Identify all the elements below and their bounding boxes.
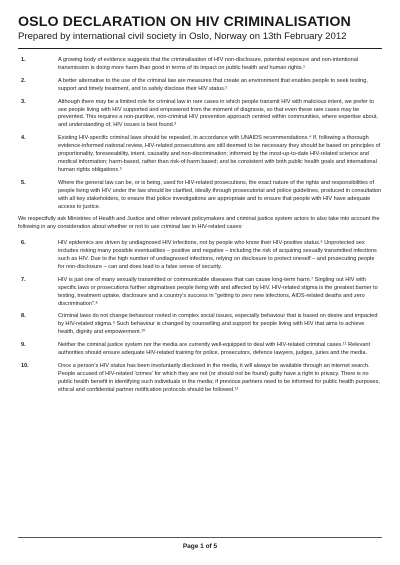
item-number: 10. [21, 363, 29, 369]
item-number: 3. [21, 98, 26, 105]
item-number: 4. [21, 135, 26, 142]
item-text: HIV epidemics are driven by undiagnosed HIV infections, not by people who know their HIV-positive status.⁶ Unprotected sex includes risking many possible eventualities – positive and negative – including the risk of acquiring sexually transmitted infections such as HIV. Due to the high number of undiagnosed infections, relying on disclosure to protect oneself – and prosecuting people for non-disclosure – can and does lead to a false sense of security. [58, 240, 377, 270]
footer-divider [18, 537, 382, 538]
item-text: A growing body of evidence suggests that the criminalisation of HIV non-disclosure, potential exposure and non-intentional transmission is doing more harm than good in terms of its impact on public health and human rights.¹ [58, 57, 359, 71]
item-text: A better alternative to the use of the criminal law are measures that create an environment that enables people to seek testing, support and timely treatment, and to safely disclose their HIV status.² [58, 77, 368, 92]
title-divider [18, 48, 382, 49]
numbered-list-a [18, 57, 382, 211]
list-item [18, 363, 382, 395]
item-number: 8. [21, 313, 26, 320]
list-item [18, 277, 382, 309]
item-number: 2. [21, 77, 26, 84]
item-text: Where the general law can be, or is being, used for HIV-related prosecutions, the exact nature of the rights and responsibilities of people living with HIV under the law should be clarified, ideally through prosecutorial and police guidelines, produced in consultation with all key stakeholders, to ensure that police investigations are appropriate and to ensure that people with HIV have adequate access to justice. [58, 179, 382, 210]
item-number: 6. [21, 240, 26, 247]
list-item [18, 57, 382, 73]
document-subtitle: Prepared by international civil society in Oslo, Norway on 13th February 2012 [18, 31, 347, 42]
page-number: Page 1 of 5 [182, 543, 218, 550]
item-number: 1. [21, 57, 26, 63]
document-body [18, 57, 382, 400]
item-text: Neither the criminal justice system nor the media are currently well-equipped to deal with HIV-related criminal cases.¹¹ Relevant authorities should ensure adequate HIV-related training for police, prosecutors, defence lawyers, judges, juries and the media. [58, 342, 370, 357]
numbered-list-b [18, 240, 382, 394]
list-item [18, 135, 382, 175]
item-text: Criminal laws do not change behaviour rooted in complex social issues, especially behaviour that is based on desire and impacted by HIV-related stigma.⁹ Such behaviour is changed by counselling and support for people living with HIV that aims to achieve health, dignity and empowerment.¹⁰ [58, 313, 378, 336]
document-title: OSLO DECLARATION ON HIV CRIMINALISATION [18, 14, 351, 30]
item-number: 9. [21, 342, 26, 349]
list-item [18, 313, 382, 337]
list-item [18, 342, 382, 358]
list-item [18, 99, 382, 131]
list-item [18, 240, 382, 272]
item-text: Once a person's HIV status has been involuntarily disclosed in the media, it will always be available through an internet search. People accused of HIV-related 'crimes' for which they are not (or should not be found) guilty have a right to privacy. There is no public health benefit in identifying such individuals in the media; if previous partners need to be informed for public health purposes, ethical and confidential partner notification protocols should be followed.¹² [58, 363, 380, 393]
item-number: 5. [21, 179, 26, 186]
item-number: 7. [21, 276, 26, 283]
item-text: Although there may be a limited role for criminal law in rare cases in which people transmit HIV with malicious intent, we prefer to see people living with HIV supported and empowered from the moment of diagnosis, so that even these rare cases may be prevented. This requires a non-punitive, non-criminal HIV prevention approach centred within communities, where expertise about, and understanding of, HIV issues is best found.³ [58, 98, 378, 129]
item-text: Existing HIV-specific criminal laws should be repealed, in accordance with UNAIDS recommendations.⁴ If, following a thorough evidence-informed national review, HIV-related prosecutions are still deemed to be necessary they should be based on principles of proportionality, foreseeability, intent, causality and non-discrimination; informed by the most-up-to-date HIV-related science and medical information; harm-based, rather than risk-of-harm based; and be consistent with both public health goals and international human rights obligations.⁵ [58, 135, 381, 173]
list-item [18, 180, 382, 212]
intro-paragraph: We respectfully ask Ministries of Health and Justice and other relevant policymakers and criminal justice system actors to also take into account the following in any consideration about whether or not to use criminal law in HIV-related cases: [18, 216, 380, 231]
item-text: HIV is just one of many sexually transmitted or communicable diseases that can cause long-term harm.⁷ Singling out HIV with specific laws or prosecutions further stigmatises people living with and affected by HIV. HIV-related stigma is the greatest barrier to testing, treatment uptake, disclosure and a country's success in "getting to zero new infections, AIDS-related deaths and zero discrimination".⁸ [58, 276, 378, 307]
list-item [18, 78, 382, 94]
